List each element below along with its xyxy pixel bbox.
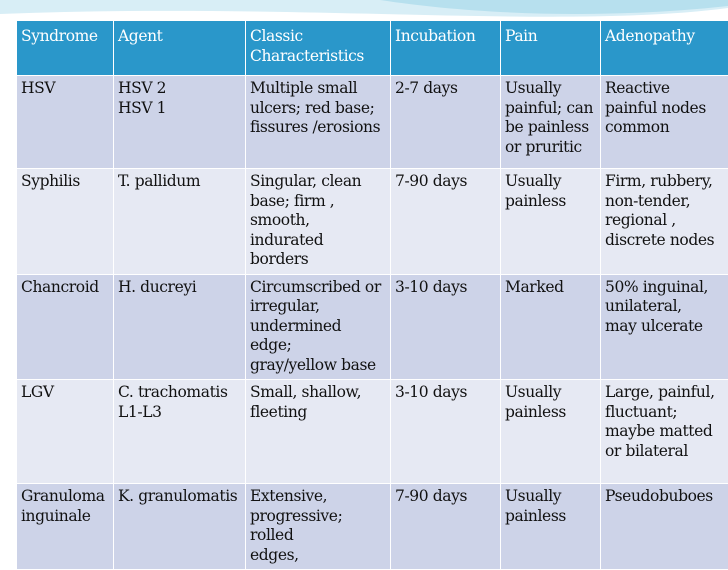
header-row (17, 21, 728, 76)
cell-incubation: 7-90 days (391, 169, 501, 275)
cell-adenopathy: Reactive painful nodes common (601, 76, 728, 169)
cell-syndrome: Syphilis (17, 169, 114, 275)
table-row (17, 76, 728, 169)
cell-agent: T. pallidum (114, 169, 246, 275)
table-row (17, 169, 728, 275)
header-agent: Agent (114, 21, 246, 76)
cell-pain: Marked (501, 274, 601, 380)
cell-characteristics: Small, shallow, fleeting (246, 380, 391, 484)
table-row (17, 274, 728, 380)
header-syndrome: Syndrome (17, 21, 114, 76)
cell-agent: C. trachomatis L1-L3 (114, 380, 246, 484)
cell-pain: Usually painless (501, 380, 601, 484)
cell-adenopathy: Pseudobuboes (601, 484, 728, 570)
cell-agent: H. ducreyi (114, 274, 246, 380)
cell-adenopathy: Large, painful, fluctuant; maybe matted or bilateral (601, 380, 728, 484)
cell-characteristics: Singular, clean base; firm , smooth, indurated borders (246, 169, 391, 275)
cell-agent: HSV 2 HSV 1 (114, 76, 246, 169)
header-incubation: Incubation (391, 21, 501, 76)
table-row (17, 484, 728, 570)
table-row (17, 380, 728, 484)
cell-pain: Usually painful; can be painless or pruritic (501, 76, 601, 169)
cell-incubation: 7-90 days (391, 484, 501, 570)
sti-comparison-table (16, 20, 728, 570)
cell-pain: Usually painless (501, 169, 601, 275)
header-classic-characteristics: Classic Characteristics (246, 21, 391, 76)
cell-adenopathy: 50% inguinal, unilateral, may ulcerate (601, 274, 728, 380)
cell-syndrome: HSV (17, 76, 114, 169)
cell-adenopathy: Firm, rubbery, non-tender, regional , discrete nodes (601, 169, 728, 275)
cell-pain: Usually painless (501, 484, 601, 570)
cell-incubation: 3-10 days (391, 274, 501, 380)
sti-comparison-table-container (16, 20, 728, 570)
header-pain: Pain (501, 21, 601, 76)
cell-characteristics: Extensive, progressive; rolled edges, (246, 484, 391, 570)
cell-incubation: 3-10 days (391, 380, 501, 484)
cell-characteristics: Circumscribed or irregular, undermined edge; gray/yellow base (246, 274, 391, 380)
cell-incubation: 2-7 days (391, 76, 501, 169)
header-adenopathy: Adenopathy (601, 21, 728, 76)
cell-syndrome: Chancroid (17, 274, 114, 380)
cell-syndrome: LGV (17, 380, 114, 484)
cell-syndrome: Granuloma inguinale (17, 484, 114, 570)
cell-agent: K. granulomatis (114, 484, 246, 570)
cell-characteristics: Multiple small ulcers; red base; fissures /erosions (246, 76, 391, 169)
